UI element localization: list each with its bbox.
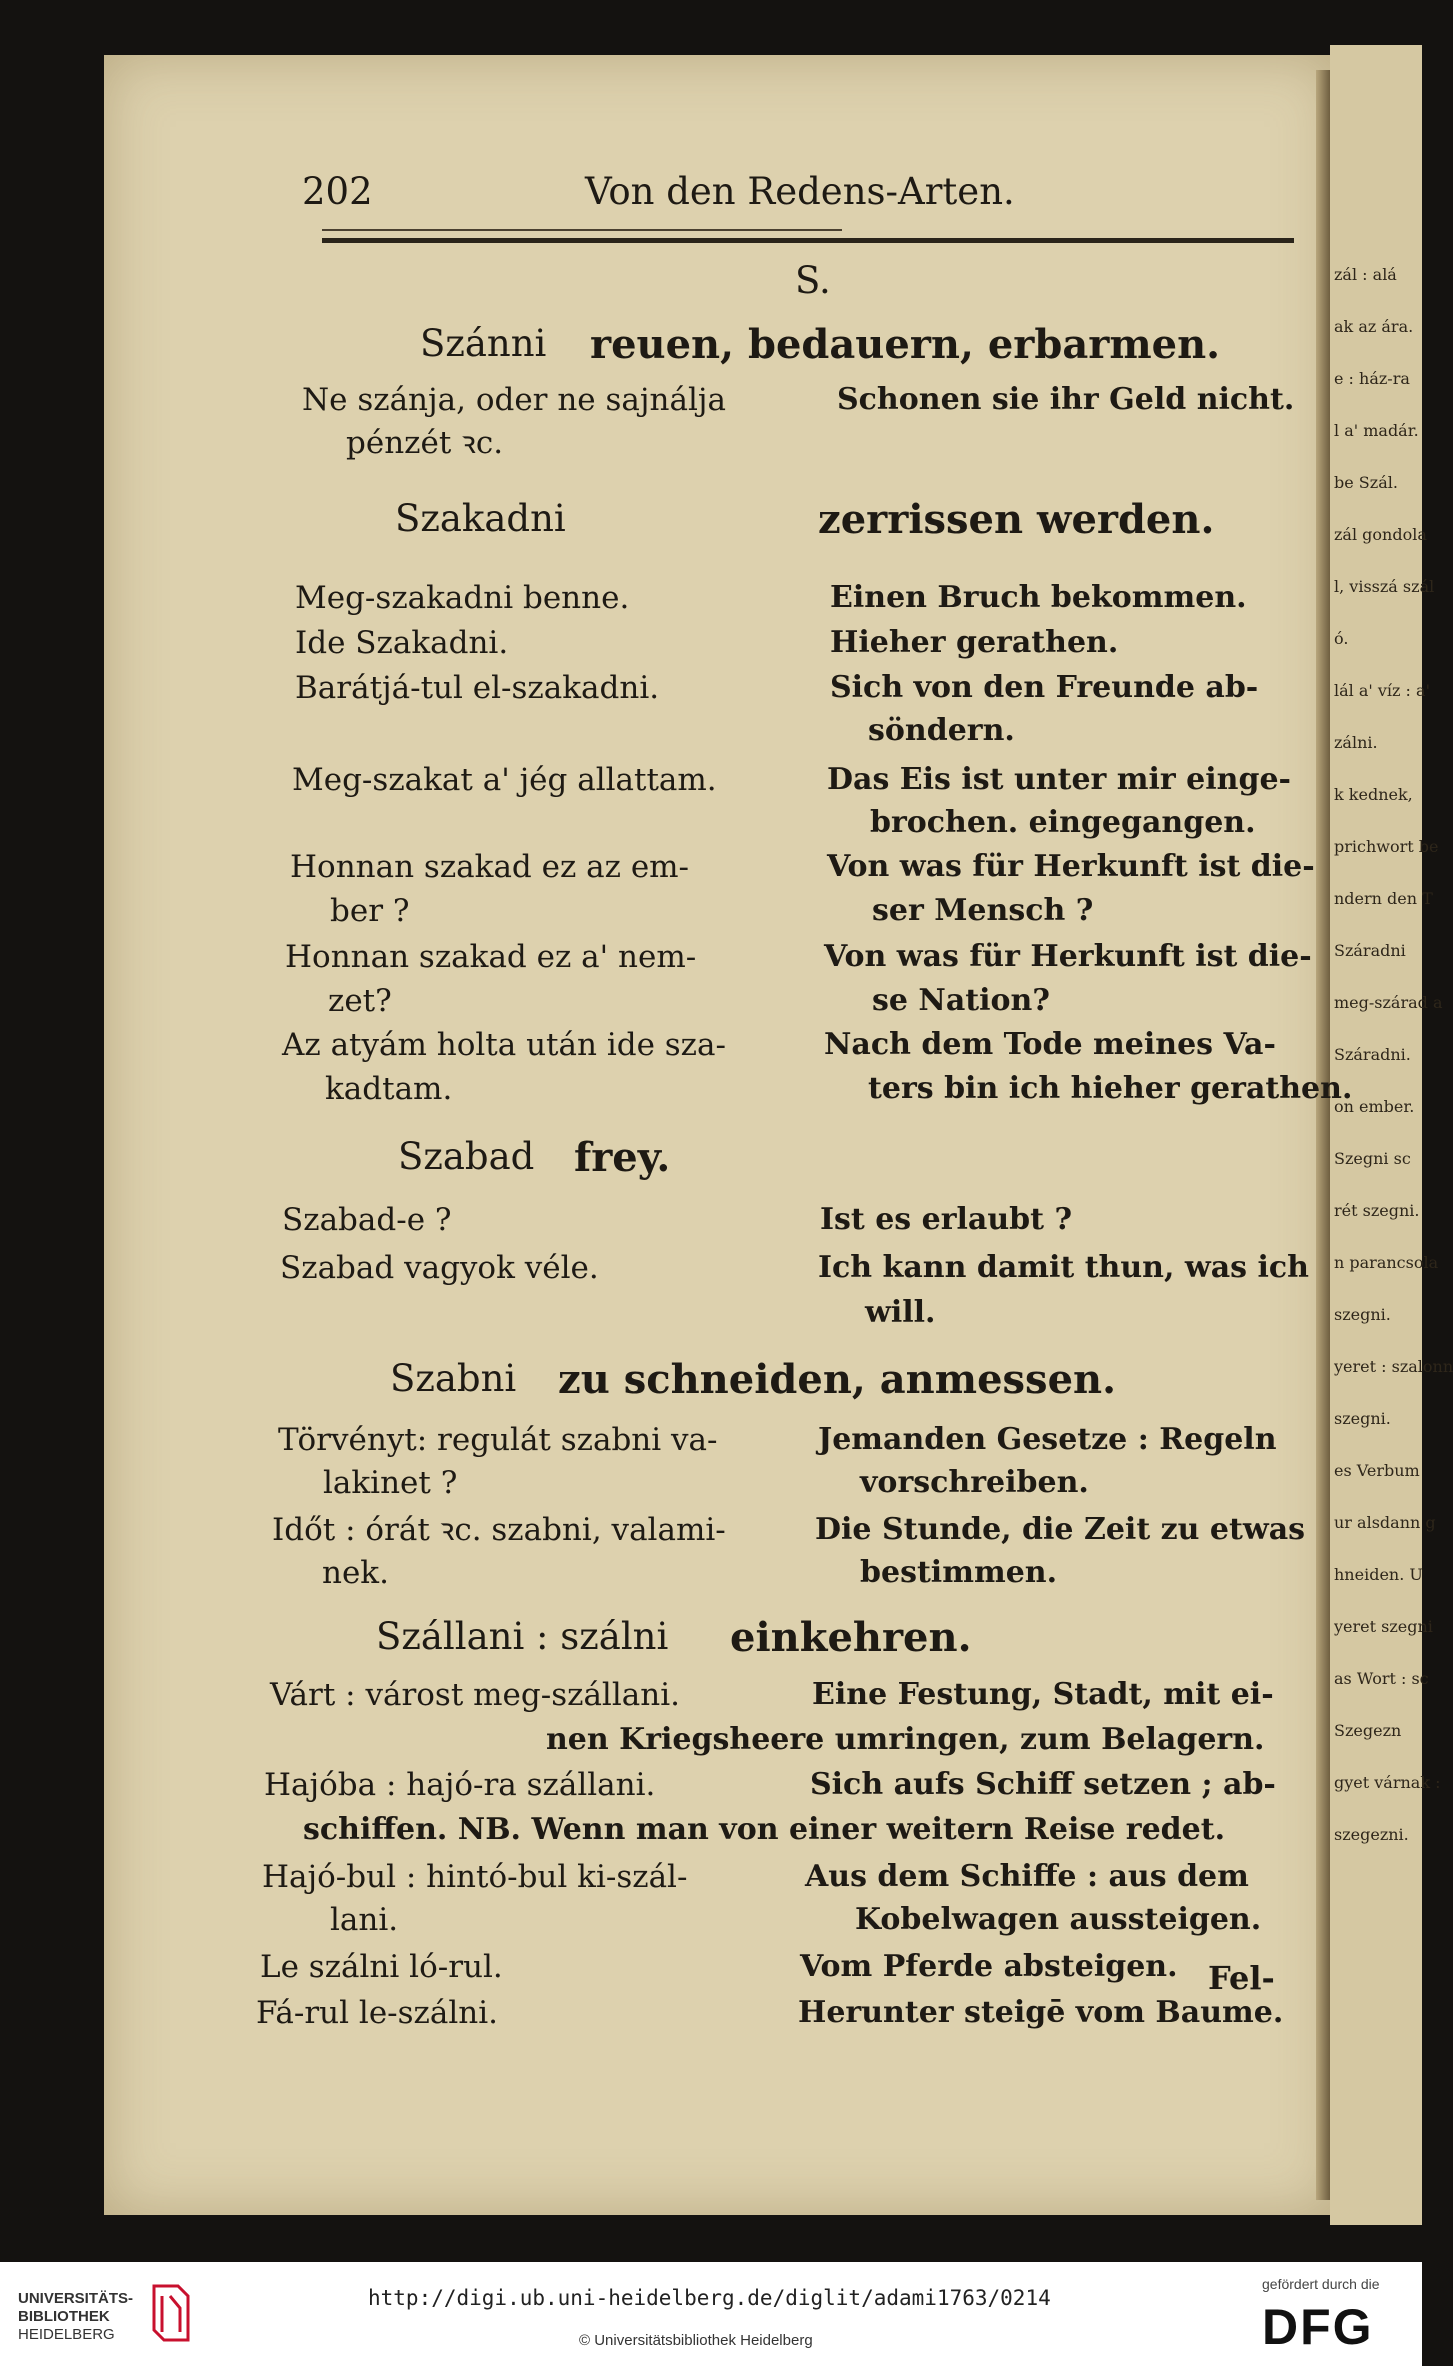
neighbor-text-fragment: es Verbum [1334, 1461, 1420, 1480]
neighbor-text-fragment: lál a' víz : a' [1334, 681, 1430, 700]
neighbor-text-fragment: zálni. [1334, 733, 1378, 752]
neighbor-text-fragment: yeret : szalonn [1334, 1357, 1453, 1376]
neighbor-text-fragment: rét szegni. [1334, 1201, 1420, 1220]
hungarian-phrase: Szabad-e ? [282, 1202, 452, 1238]
neighbor-text-fragment: yeret szegni [1334, 1617, 1433, 1636]
neighbor-text-fragment: ur alsdann g [1334, 1513, 1436, 1532]
german-translation: Von was für Herkunft ist die- [824, 939, 1312, 974]
german-translation: Von was für Herkunft ist die- [827, 849, 1315, 884]
neighbor-text-fragment: szegni. [1334, 1409, 1391, 1428]
german-translation: Kobelwagen aussteigen. [855, 1902, 1262, 1937]
neighbor-text-fragment: be Szál. [1334, 473, 1398, 492]
hungarian-phrase: zet? [328, 983, 392, 1019]
german-translation: Herunter steigē vom Baume. [798, 1995, 1284, 2030]
neighbor-text-fragment: meg-szárad a [1334, 993, 1443, 1012]
neighbor-text-fragment: hneiden. U [1334, 1565, 1423, 1584]
header-rule-thin [322, 229, 842, 231]
hungarian-phrase: Szabad [398, 1135, 535, 1178]
german-translation: Aus dem Schiffe : aus dem [805, 1859, 1249, 1894]
german-translation: Schonen sie ihr Geld nicht. [837, 382, 1295, 417]
hungarian-phrase: Honnan szakad ez a' nem- [285, 939, 697, 975]
hungarian-phrase: Hajó-bul : hintó-bul ki-szál- [262, 1859, 688, 1895]
library-logo-text: UNIVERSITÄTS- BIBLIOTHEK HEIDELBERG [18, 2290, 134, 2343]
page-gutter [1316, 70, 1330, 2200]
hungarian-phrase: Szabad vagyok véle. [280, 1250, 599, 1286]
german-translation: schiffen. NB. Wenn man von einer weitern Reise redet. [303, 1812, 1226, 1847]
neighbor-page-edge [1330, 45, 1453, 2225]
german-translation: Jemanden Gesetze : Regeln [818, 1422, 1277, 1457]
neighbor-text-fragment: Szegezn [1334, 1721, 1402, 1740]
neighbor-text-fragment: zál : alá [1334, 265, 1397, 284]
hungarian-phrase: Szabni [390, 1357, 517, 1400]
neighbor-text-fragment: l a' madár. [1334, 421, 1419, 440]
german-translation: se Nation? [872, 983, 1050, 1018]
neighbor-text-fragment: k kednek, [1334, 785, 1413, 804]
german-translation: will. [865, 1295, 936, 1330]
page-number: 202 [302, 170, 373, 213]
source-url-link[interactable]: http://digi.ub.uni-heidelberg.de/diglit/adami1763/0214 [368, 2286, 1051, 2310]
neighbor-text-fragment: e : ház-ra [1334, 369, 1410, 388]
section-letter: S. [795, 259, 831, 302]
german-translation: zerrissen werden. [818, 496, 1215, 543]
neighbor-text-fragment: n parancsola [1334, 1253, 1439, 1272]
hungarian-phrase: Fá-rul le-szálni. [256, 1995, 499, 2031]
german-translation: Das Eis ist unter mir einge- [827, 762, 1291, 797]
hungarian-phrase: kadtam. [325, 1071, 453, 1107]
header-rule [322, 238, 1294, 243]
german-translation: vorschreiben. [860, 1465, 1089, 1500]
hungarian-phrase: Szakadni [395, 497, 566, 540]
hungarian-phrase: Az atyám holta után ide sza- [282, 1027, 726, 1063]
neighbor-text-fragment: szegni. [1334, 1305, 1391, 1324]
german-translation: Vom Pferde absteigen. [800, 1949, 1178, 1984]
hungarian-phrase: Le szálni ló-rul. [260, 1949, 503, 1985]
german-translation: Eine Festung, Stadt, mit ei- [812, 1677, 1274, 1712]
german-translation: söndern. [868, 713, 1015, 748]
german-translation: brochen. eingegangen. [870, 805, 1256, 840]
german-translation: reuen, bedauern, erbarmen. [590, 321, 1221, 368]
neighbor-text-fragment: Szegni sc [1334, 1149, 1411, 1168]
neighbor-text-fragment: ndern den T [1334, 889, 1433, 908]
running-head: Von den Redens-Arten. [585, 170, 1015, 213]
hungarian-phrase: Várt : várost meg-szállani. [270, 1677, 680, 1713]
library-logo-icon [150, 2282, 192, 2344]
german-translation: Einen Bruch bekommen. [830, 580, 1247, 615]
german-translation: frey. [574, 1134, 671, 1181]
german-translation: Sich von den Freunde ab- [830, 670, 1259, 705]
hungarian-phrase: Törvényt: regulát szabni va- [278, 1422, 718, 1458]
funded-by-text: gefördert durch die [1262, 2276, 1380, 2292]
neighbor-text-fragment: Száradni [1334, 941, 1406, 960]
hungarian-phrase: Ne szánja, oder ne sajnálja [302, 382, 726, 418]
catchword: Fel- [1208, 1959, 1275, 1997]
neighbor-text-fragment: ó. [1334, 629, 1349, 648]
hungarian-phrase: Ide Szakadni. [295, 625, 509, 661]
hungarian-phrase: lakinet ? [323, 1465, 458, 1501]
hungarian-phrase: Hajóba : hajó-ra szállani. [264, 1767, 656, 1803]
neighbor-text-fragment: prichwort be [1334, 837, 1439, 856]
german-translation: ser Mensch ? [872, 893, 1094, 928]
german-translation: Ich kann damit thun, was ich [818, 1250, 1309, 1285]
hungarian-phrase: Meg-szakat a' jég allattam. [292, 762, 717, 798]
german-translation: Die Stunde, die Zeit zu etwas [815, 1512, 1306, 1547]
hungarian-phrase: Szállani : szálni [376, 1615, 669, 1658]
german-translation: Nach dem Tode meines Va- [824, 1027, 1276, 1062]
neighbor-text-fragment: l, visszá szál [1334, 577, 1435, 596]
neighbor-text-fragment: gyet várnak : [1334, 1773, 1441, 1792]
footer-bar [0, 2262, 1422, 2366]
hungarian-phrase: Barátjá-tul el-szakadni. [295, 670, 660, 706]
hungarian-phrase: Időt : órát ꝛc. szabni, valami- [272, 1512, 726, 1548]
hungarian-phrase: Szánni [420, 322, 547, 365]
german-translation: Hieher gerathen. [830, 625, 1119, 660]
hungarian-phrase: Honnan szakad ez az em- [290, 849, 690, 885]
dfg-logo: DFG [1262, 2299, 1374, 2355]
hungarian-phrase: lani. [330, 1902, 399, 1938]
german-translation: Ist es erlaubt ? [820, 1202, 1073, 1237]
neighbor-text-fragment: ak az ára. [1334, 317, 1414, 336]
neighbor-text-fragment: zál gondola [1334, 525, 1427, 544]
german-translation: einkehren. [730, 1614, 972, 1661]
hungarian-phrase: ber ? [330, 893, 410, 929]
german-translation: nen Kriegsheere umringen, zum Belagern. [546, 1722, 1265, 1757]
hungarian-phrase: pénzét ꝛc. [346, 425, 504, 461]
neighbor-text-fragment: szegezni. [1334, 1825, 1409, 1844]
copyright-text: © Universitätsbibliothek Heidelberg [579, 2332, 813, 2349]
german-translation: bestimmen. [860, 1555, 1058, 1590]
german-translation: ters bin ich hieher gerathen. [868, 1071, 1353, 1106]
neighbor-text-fragment: Száradni. [1334, 1045, 1411, 1064]
neighbor-text-fragment: on ember. [1334, 1097, 1415, 1116]
neighbor-text-fragment: as Wort : sc [1334, 1669, 1429, 1688]
hungarian-phrase: Meg-szakadni benne. [295, 580, 630, 616]
german-translation: zu schneiden, anmessen. [558, 1356, 1117, 1403]
german-translation: Sich aufs Schiff setzen ; ab- [810, 1767, 1276, 1802]
hungarian-phrase: nek. [322, 1555, 389, 1591]
